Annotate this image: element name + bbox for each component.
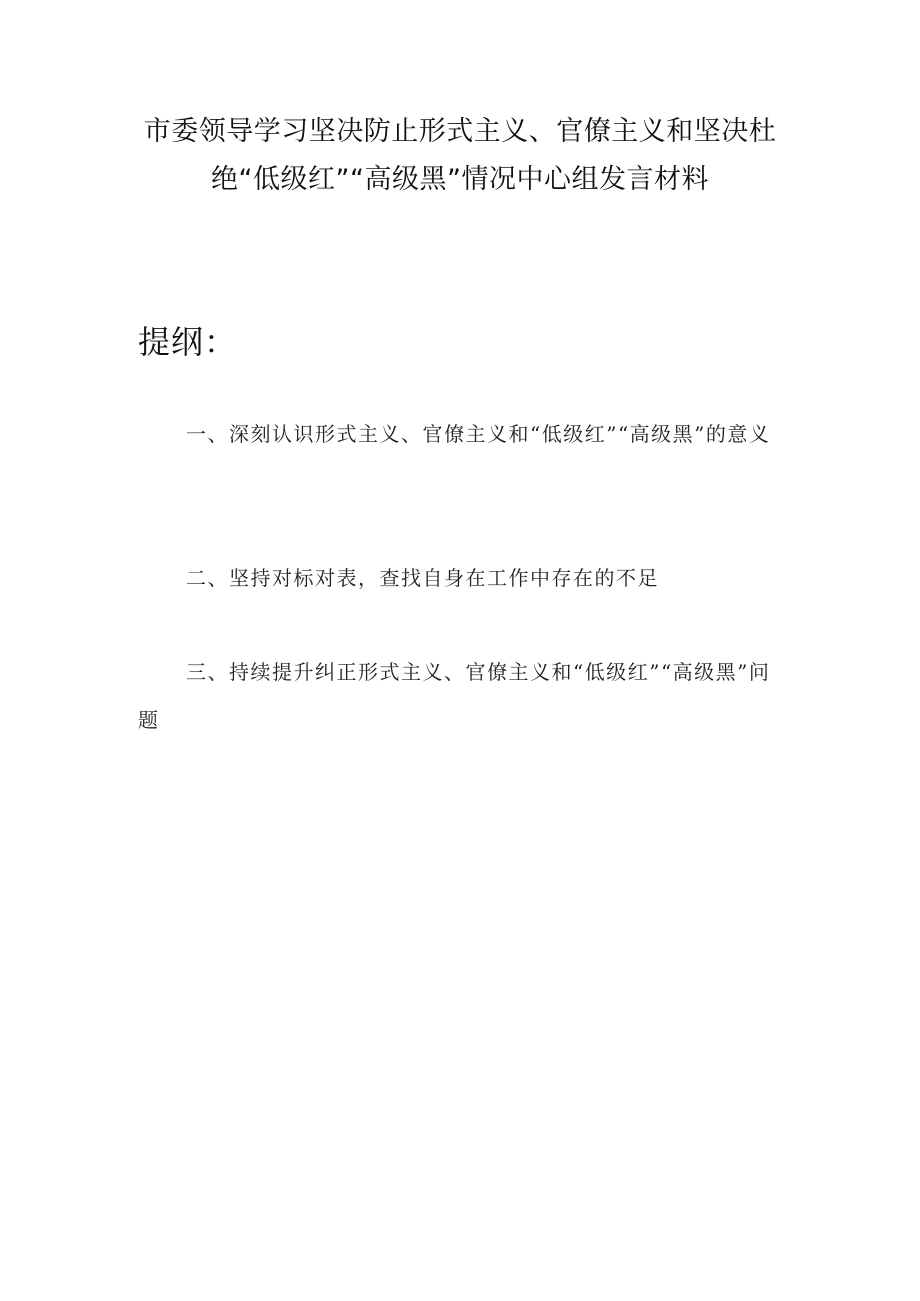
document-title — [140, 108, 780, 204]
outline-item-2: 二、坚持对标对表，查找自身在工作中存在的不足 — [186, 566, 659, 590]
title-line-2: 绝“低级红”“高级黑”情况中心组发言材料 — [211, 164, 709, 195]
outline-item-1: 一、深刻认识形式主义、官僚主义和“低级红”“高级黑”的意义 — [186, 422, 771, 446]
title-line-1: 市委领导学习坚决防止形式主义、官僚主义和坚决杜 — [143, 116, 777, 147]
outline-heading: 提纲： — [138, 323, 238, 361]
outline-item-3: 三、持续提升纠正形式主义、官僚主义和“低级红”“高级黑”问题 — [138, 660, 771, 732]
